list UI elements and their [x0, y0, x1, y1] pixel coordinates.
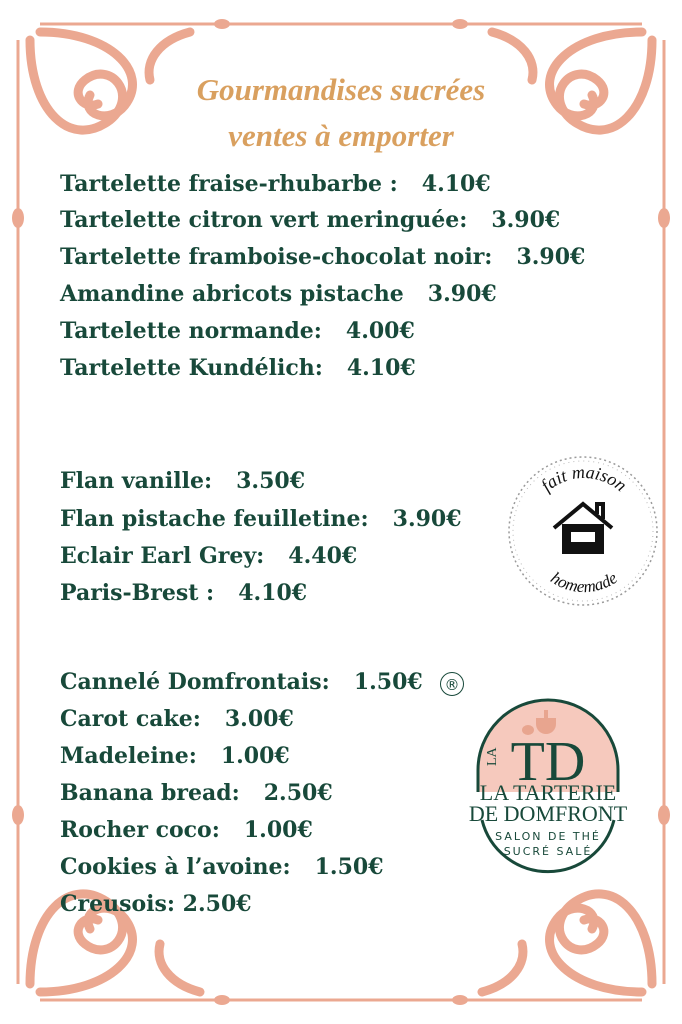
badge-top-text: fait maison	[536, 461, 631, 496]
menu-item	[60, 579, 307, 607]
item-price: 3.90€	[392, 506, 462, 532]
menu-item	[60, 170, 491, 198]
item-price: 2.50€	[263, 780, 333, 806]
item-name: Banana bread:	[60, 780, 240, 806]
item-price: 4.40€	[288, 543, 358, 569]
item-name: Tartelette framboise-chocolat noir:	[60, 244, 493, 270]
menu-item	[60, 206, 560, 234]
item-price: 1.50€	[353, 669, 423, 695]
menu-item	[60, 542, 357, 570]
item-name: Tartelette citron vert meringuée:	[60, 207, 468, 233]
title-line-1: Gourmandises sucrées	[196, 72, 486, 107]
item-price: 3.00€	[224, 706, 294, 732]
item-name: Tartelette fraise-rhubarbe :	[60, 171, 398, 197]
logo-monogram: TD	[510, 731, 586, 793]
homemade-badge	[502, 452, 664, 610]
logo-name-line-1: LA TARTERIE	[479, 780, 617, 805]
menu-item	[60, 467, 305, 495]
item-price: 4.10€	[421, 171, 491, 197]
logo-tagline-1: SALON DE THÉ	[495, 830, 601, 843]
item-price: 3.90€	[516, 244, 586, 270]
item-name: Creusois: 2.50€	[60, 891, 252, 917]
menu-item	[60, 705, 294, 733]
item-name: Tartelette Kundélich:	[60, 355, 323, 381]
item-name: Flan pistache feuilletine:	[60, 506, 369, 532]
menu-item	[60, 668, 423, 696]
item-price: 3.90€	[491, 207, 561, 233]
item-price: 1.50€	[314, 854, 384, 880]
menu-item	[60, 354, 416, 382]
badge-bottom-text: homemade	[547, 568, 621, 597]
item-name: Madeleine:	[60, 743, 197, 769]
item-name: Cookies à l’avoine:	[60, 854, 291, 880]
logo-name-line-2: DE DOMFRONT	[468, 801, 628, 826]
logo-side-text: LA	[485, 747, 500, 766]
house-icon	[554, 504, 612, 552]
logo-tagline-2: SUCRÉ SALÉ	[503, 845, 593, 858]
menu-item	[60, 742, 290, 770]
menu-item	[60, 505, 462, 533]
menu-item	[60, 317, 415, 345]
item-price: 3.50€	[236, 468, 305, 494]
item-name: Eclair Earl Grey:	[60, 543, 265, 569]
item-price: 3.90€	[427, 281, 497, 307]
item-name: Carot cake:	[60, 706, 201, 732]
item-price: 4.10€	[238, 580, 308, 606]
menu-item	[60, 243, 585, 271]
item-name: Flan vanille:	[60, 468, 213, 494]
menu-item	[60, 890, 252, 918]
item-price: 4.10€	[346, 355, 416, 381]
item-name: Tartelette normande:	[60, 318, 322, 344]
title-line-2: ventes à emporter	[228, 118, 454, 153]
item-name: Rocher coco:	[60, 817, 220, 843]
menu-item	[60, 816, 313, 844]
registered-mark: ®	[440, 672, 464, 696]
item-name: Amandine abricots pistache	[60, 281, 404, 307]
item-price: 1.00€	[220, 743, 290, 769]
menu-item	[60, 853, 384, 881]
menu-item	[60, 779, 333, 807]
item-name: Paris-Brest :	[60, 580, 215, 606]
item-price: 4.00€	[345, 318, 415, 344]
item-price: 1.00€	[243, 817, 313, 843]
item-name: Cannelé Domfrontais:	[60, 669, 330, 695]
menu-item	[60, 280, 497, 308]
